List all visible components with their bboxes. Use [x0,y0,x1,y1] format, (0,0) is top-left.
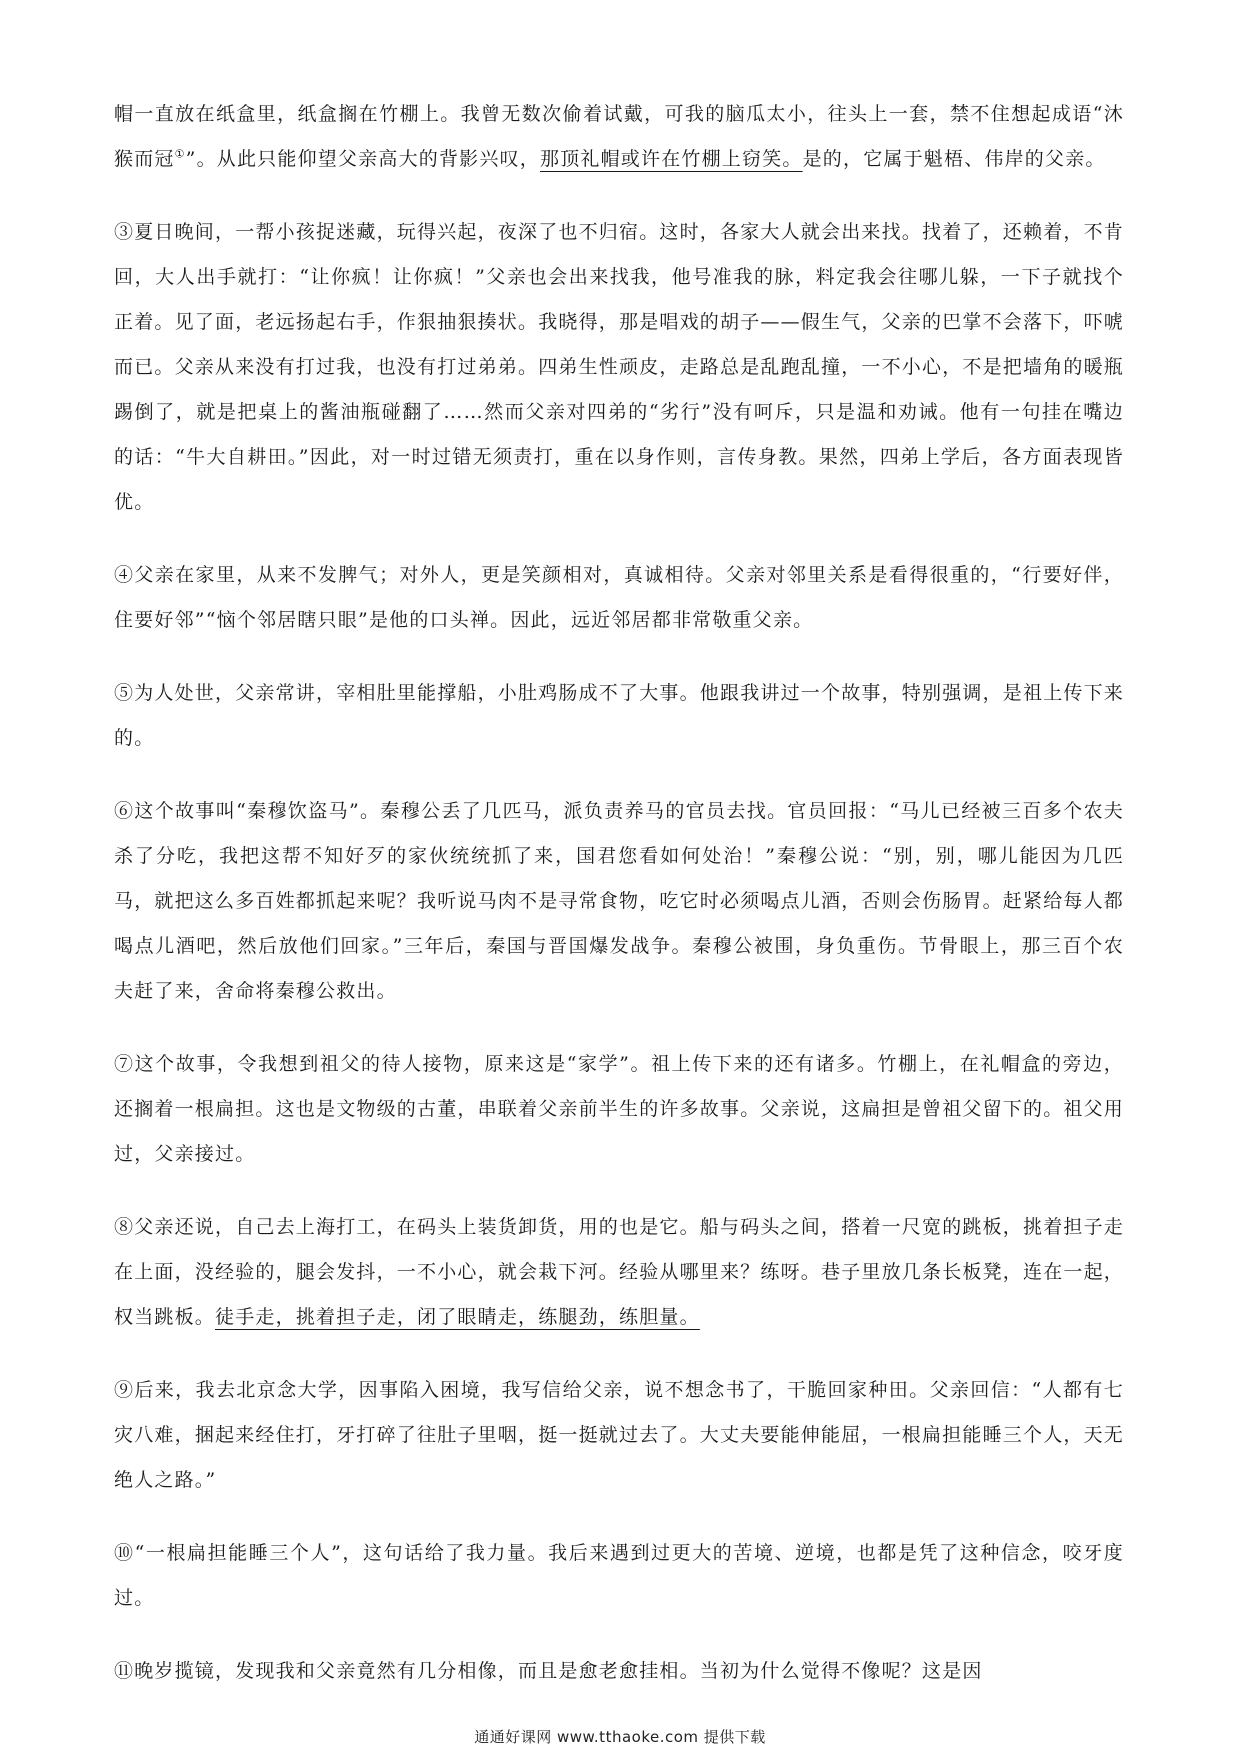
text-segment: 是的，它属于魁梧、伟岸的父亲。 [802,148,1106,170]
paragraph-2-continued [114,92,1124,182]
text-segment: ⑧父亲还说，自己去上海打工，在码头上装货卸货，用的也是它。船与码头之间，搭着一尺宽的跳板，挑着担子走在上面，没经验的，腿会发抖，一不小心，就会栽下河。经验从哪里来？练呀。巷子里放几条长板凳，连在一起，权当跳板。 [114,1216,1125,1328]
paragraph-10: ⑩“一根扁担能睡三个人”，这句话给了我力量。我后来遇到过更大的苦境、逆境，也都是凭了这种信念，咬牙度过。 [114,1542,1124,1609]
paragraph-4: ④父亲在家里，从来不发脾气；对外人，更是笑颜相对，真诚相待。父亲对邻里关系是看得很重的，“行要好伴，住要好邻”“恼个邻居瞎只眼”是他的口头禅。因此，远近邻居都非常敬重父亲。 [114,564,1124,631]
text-segment: 帽一直放在纸盒里，纸盒搁在竹棚上。我曾无数次偷着试戴，可我的脑瓜太小，往头上一套，禁不住想起成语“沐猴而冠 [114,103,1124,170]
paragraph-9: ⑨后来，我去北京念大学，因事陷入困境，我写信给父亲，说不想念书了，干脆回家种田。父亲回信：“人都有七灾八难，捆起来经住打，牙打碎了往肚子里咽，挺一挺就过去了。大丈夫要能伸能屈，一根扁担能睡三个人，天无绝人之路。” [114,1379,1125,1491]
footnote-marker: ① [174,147,186,161]
underlined-sentence: 那顶礼帽或许在竹棚上窃笑。 [540,148,803,170]
page-footer: 通通好课网 www.tthaoke.com 提供下载 [474,1728,766,1746]
paragraph-6: ⑥这个故事叫“秦穆饮盗马”。秦穆公丢了几匹马，派负责养马的官员去找。官员回报：“马儿已经被三百多个农夫杀了分吃，我把这帮不知好歹的家伙统统抓了来，国君您看如何处治！”秦穆公说：“别，别，哪儿能因为几匹马，就把这么多百姓都抓起来呢？我听说马肉不是寻常食物，吃它时必须喝点儿酒，否则会伤肠胃。赶紧给每人都喝点儿酒吧，然后放他们回家。”三年后，秦国与晋国爆发战争。秦穆公被围，身负重伤。节骨眼上，那三百个农夫赶了来，舍命将秦穆公救出。 [114,800,1125,1002]
paragraph-7: ⑦这个故事，令我想到祖父的待人接物，原来这是“家学”。祖上传下来的还有诸多。竹棚上，在礼帽盒的旁边，还搁着一根扁担。这也是文物级的古董，串联着父亲前半生的许多故事。父亲说，这扁担是曾祖父留下的。祖父用过，父亲接过。 [114,1053,1125,1165]
document-body [114,92,1124,1722]
paragraph-5: ⑤为人处世，父亲常讲，宰相肚里能撑船，小肚鸡肠成不了大事。他跟我讲过一个故事，特别强调，是祖上传下来的。 [114,682,1125,749]
text-segment: ”。从此只能仰望父亲高大的背影兴叹， [185,148,540,170]
paragraph-8 [114,1205,1124,1340]
paragraph-11: ⑪晚岁揽镜，发现我和父亲竟然有几分相像，而且是愈老愈挂相。当初为什么觉得不像呢？这是因 [114,1660,983,1682]
underlined-sentence: 徒手走，挑着担子走，闭了眼睛走，练腿劲，练胆量。 [215,1306,700,1328]
paragraph-3: ③夏日晚间，一帮小孩捉迷藏，玩得兴起，夜深了也不归宿。这时，各家大人就会出来找。找着了，还赖着，不肯回，大人出手就打：“让你疯！让你疯！”父亲也会出来找我，他号准我的脉，料定我会往哪儿躲，一下子就找个正着。见了面，老远扬起右手，作狠抽狠揍状。我晓得，那是唱戏的胡子——假生气，父亲的巴掌不会落下，吓唬而已。父亲从来没有打过我，也没有打过弟弟。四弟生性顽皮，走路总是乱跑乱撞，一不小心，不是把墙角的暖瓶踢倒了，就是把桌上的酱油瓶碰翻了……然而父亲对四弟的“劣行”没有呵斥，只是温和劝诫。他有一句挂在嘴边的话：“牛大自耕田。”因此，对一时过错无须责打，重在以身作则，言传身教。果然，四弟上学后，各方面表现皆优。 [114,221,1125,513]
